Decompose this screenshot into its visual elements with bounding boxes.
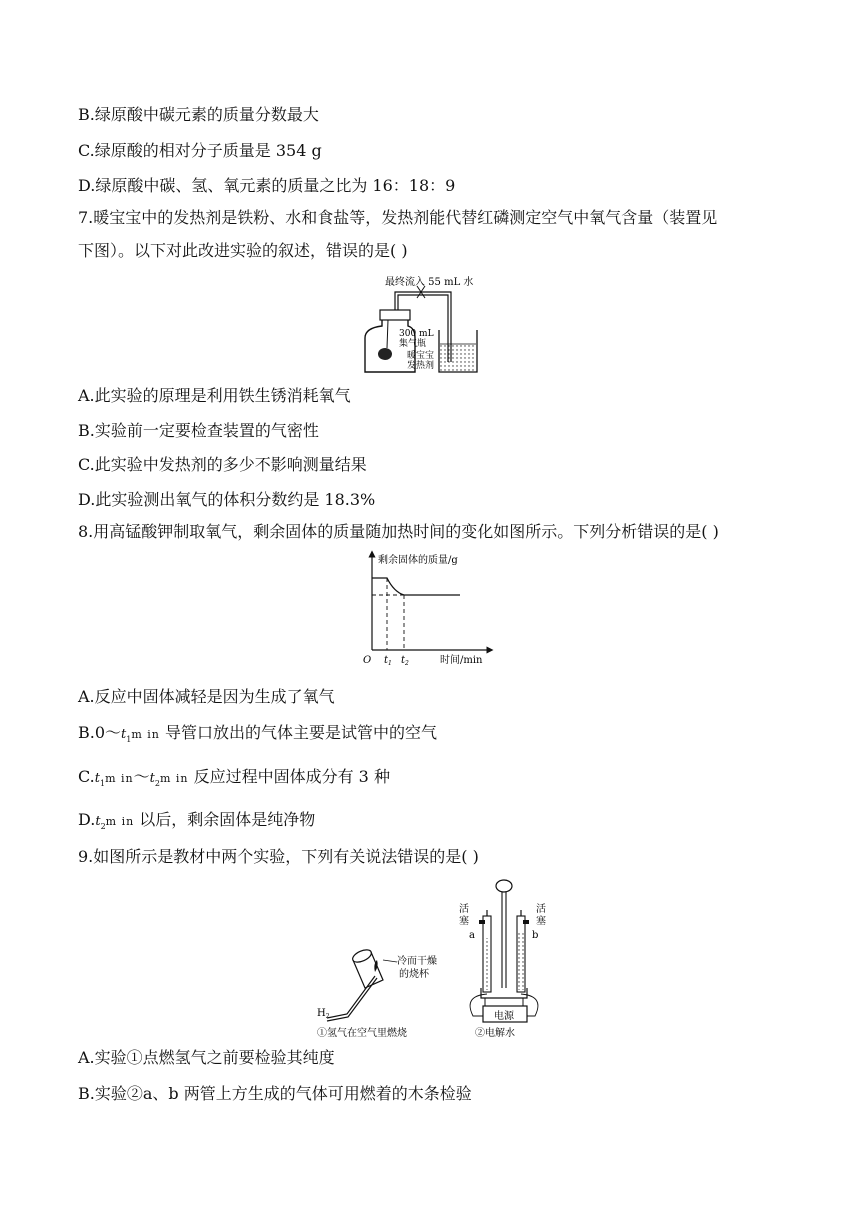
t2-tick-label: $t_2$ — [401, 655, 409, 667]
q8-option-a: A.反应中固体减轻是因为生成了氧气 — [78, 687, 335, 706]
origin-label: O — [363, 655, 372, 666]
fig7-bottle-label-1: 300 mL — [399, 329, 434, 339]
q7-option-d: D.此实验测出氧气的体积分数约是 18.3% — [78, 490, 376, 509]
figure-two-experiments — [313, 876, 559, 1040]
fig7-heater-label-2: 发热剂 — [407, 361, 435, 371]
caption-experiment-1: ①氢气在空气里燃烧 — [317, 1028, 407, 1039]
q8-option-d: $D.t_2m$ in 以后，剩余固体是纯净物 — [78, 810, 316, 832]
q9-option-b: B.实验②a、b 两管上方生成的气体可用燃着的木条检验 — [78, 1084, 472, 1103]
caption-experiment-2: ②电解水 — [475, 1028, 515, 1039]
tube-a-label: a — [469, 930, 475, 941]
q9-stem: 9.如图所示是教材中两个实验，下列有关说法错误的是( ) — [78, 847, 479, 866]
electrolysis-setup — [459, 880, 546, 1039]
beaker-label-1: 冷而干燥 — [397, 956, 437, 967]
inverted-beaker — [353, 952, 383, 988]
mass-curve — [372, 578, 460, 595]
valve-left-label-1: 活 — [459, 904, 469, 915]
h2-label: $H_2$ — [317, 1008, 330, 1020]
fig7-heater-label-1: 暖宝宝 — [407, 351, 435, 361]
power-label: 电源 — [494, 1011, 514, 1022]
valve-right-label-2: 塞 — [536, 916, 546, 927]
valve-right-label-1: 活 — [536, 904, 546, 915]
valve-left — [479, 920, 485, 924]
figure-mass-time-chart — [356, 550, 501, 672]
y-axis-label: 剩余固体的质量/g — [378, 555, 458, 566]
q7-stem-line-1: 7.暖宝宝中的发热剂是铁粉、水和食盐等，发热剂能代替红磷测定空气中氧气含量（装置见 — [78, 208, 718, 227]
q7-option-b: B.实验前一定要检查装置的气密性 — [78, 421, 319, 440]
fig7-top-label: 最终流入 55 mL 水 — [385, 277, 474, 288]
q8-option-b: $B.0\sim t_1m$ in 导管口放出的气体主要是试管中的空气 — [78, 723, 437, 745]
q8-option-c: $C.t_1m$ $in\sim t_2m$ in 反应过程中固体成分有 3 种 — [78, 767, 390, 789]
valve-right — [523, 920, 529, 924]
funnel-bulb — [496, 880, 512, 892]
heater-pad — [378, 348, 392, 360]
valve-left-label-2: 塞 — [459, 916, 469, 927]
q7-option-c: C.此实验中发热剂的多少不影响测量结果 — [78, 455, 367, 474]
x-axis-label: 时间/min — [440, 655, 483, 666]
t1-tick-label: $t_1$ — [384, 655, 392, 667]
bottle-stopper — [380, 310, 410, 320]
q7-stem-line-2: 下图）。以下对此改进实验的叙述，错误的是( ) — [78, 241, 408, 260]
hydrogen-burning-setup — [317, 947, 437, 1039]
q6-option-b: B.绿原酸中碳元素的质量分数最大 — [78, 105, 319, 124]
figure-oxygen-apparatus — [355, 272, 505, 376]
q8-stem: 8.用高锰酸钾制取氧气，剩余固体的质量随加热时间的变化如图所示。下列分析错误的是( ) — [78, 522, 719, 541]
beaker-label-2: 的烧杯 — [399, 969, 429, 980]
q6-option-d: D.绿原酸中碳、氢、氧元素的质量之比为 16：18：9 — [78, 176, 456, 195]
q9-option-a: A.实验①点燃氢气之前要检验其纯度 — [78, 1048, 335, 1067]
fig7-bottle-label-2: 集气瓶 — [399, 339, 427, 349]
q7-option-a: A.此实验的原理是利用铁生锈消耗氧气 — [78, 386, 351, 405]
q6-option-c: C.绿原酸的相对分子质量是 354 g — [78, 141, 322, 160]
tube-b-label: b — [532, 930, 539, 941]
glass-tube — [327, 976, 375, 1018]
